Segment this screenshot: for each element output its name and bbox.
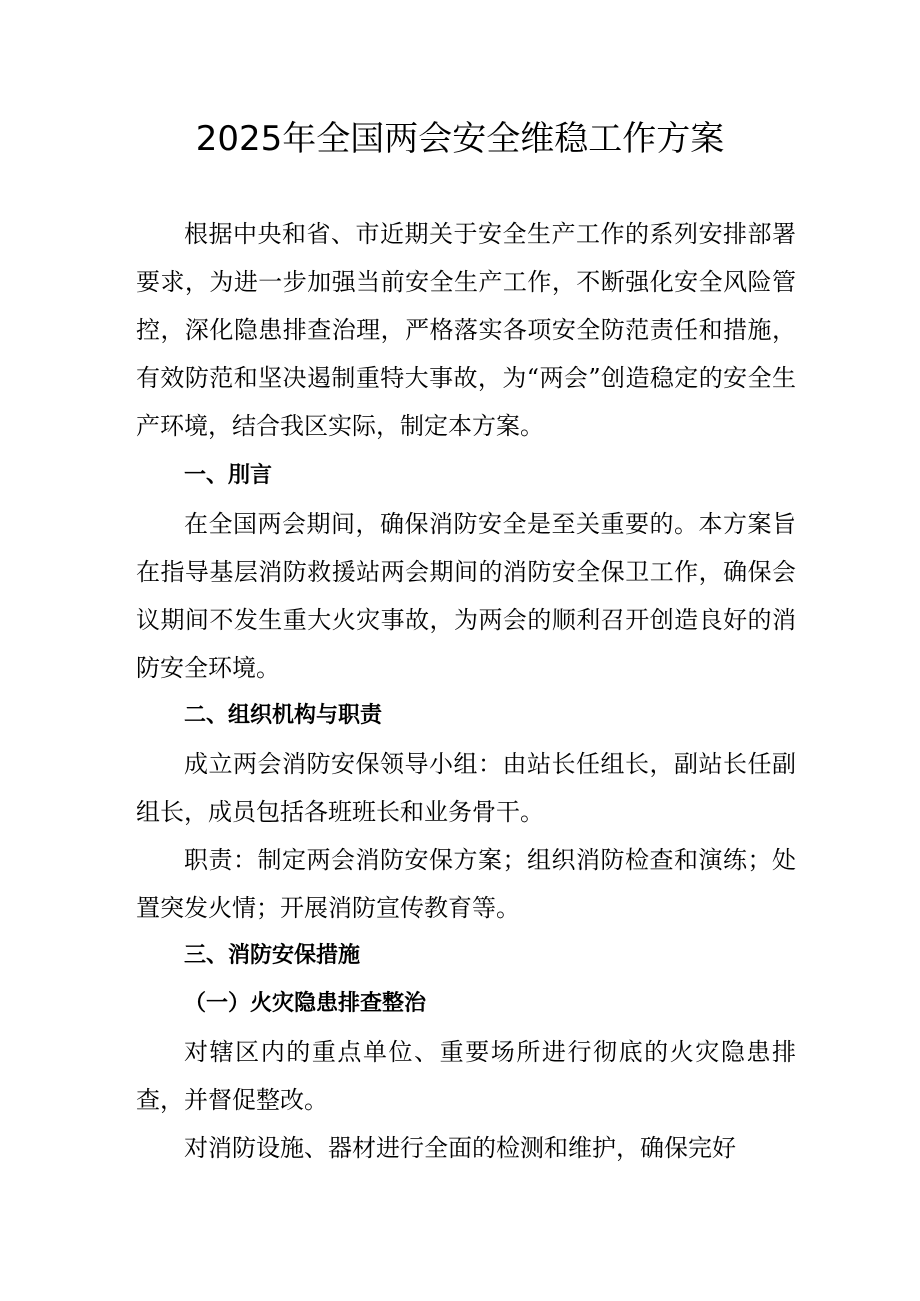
section-heading-preface: 一、刖言 (184, 463, 273, 488)
hazard-inspection-paragraph: 对辖区内的重点单位、重要场所进行彻底的火灾隐患排查，并督促整改。 (136, 1038, 796, 1114)
intro-paragraph: 根据中央和省、市近期关于安全生产工作的系列安排部署要求，为进一步加强当前安全生产工作，不断强化安全风险管控，深化隐患排查治理，严格落实各项安全防范责任和措施，有效防范和坚决遏制重特大事故，为“两会”创造稳定的安全生产环境，结合我区实际，制定本方案。 (136, 220, 796, 440)
document-body (136, 210, 796, 1172)
document-title: 2025年全国两会安全维稳工作方案 (195, 119, 725, 159)
duties-paragraph: 职责：制定两会消防安保方案；组织消防检查和演练；处置突发火情；开展消防宣传教育等。 (136, 846, 796, 922)
organization-paragraph: 成立两会消防安保领导小组：由站长任组长，副站长任副组长，成员包括各班班长和业务骨干。 (136, 750, 796, 826)
preface-paragraph: 在全国两会期间，确保消防安全是至关重要的。本方案旨在指导基层消防救援站两会期间的消防安全保卫工作，确保会议期间不发生重大火灾事故，为两会的顺利召开创造良好的消防安全环境。 (136, 510, 796, 682)
section-heading-measures: 三、消防安保措施 (184, 943, 361, 968)
equipment-maintenance-paragraph: 对消防设施、器材进行全面的检测和维护，确保完好 (184, 1134, 736, 1162)
section-heading-organization: 二、组织机构与职责 (184, 703, 383, 728)
subsection-heading-hazard-inspection: （一）火灾隐患排查整治 (184, 991, 427, 1016)
